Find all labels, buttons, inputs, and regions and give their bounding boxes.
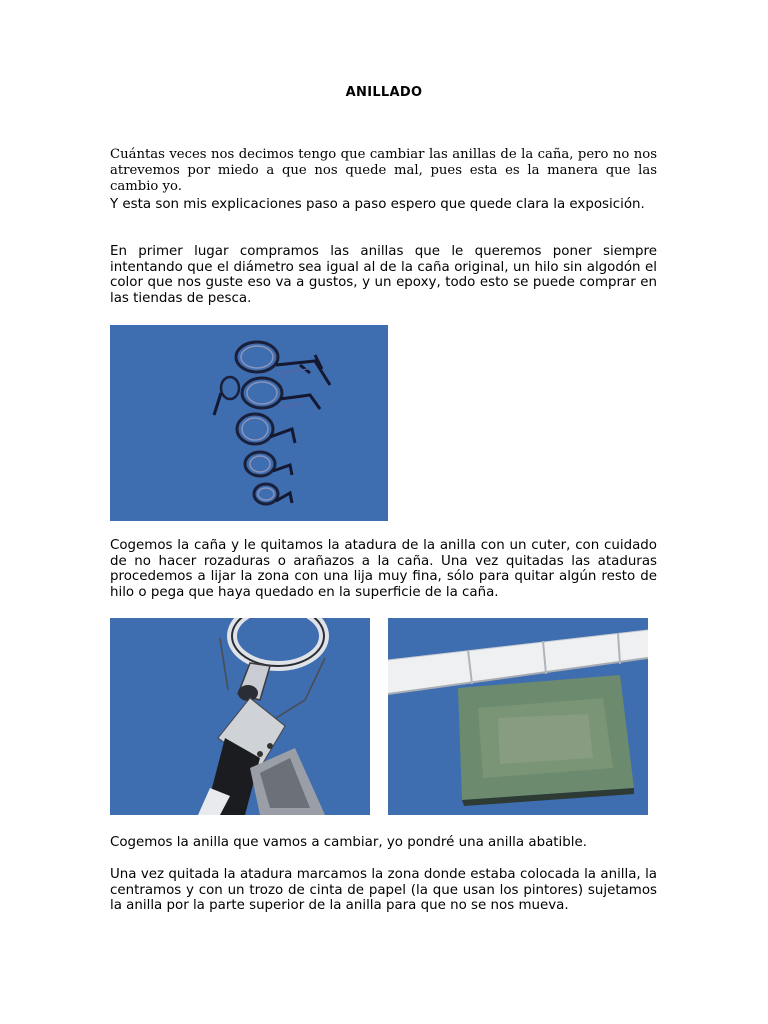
paragraph-remove-binding: Cogemos la caña y le quitamos la atadura de la anilla con un cuter, con cuidado de no hacer rozaduras o arañazos a la caña. Una vez quitadas las ataduras procedemos a lijar la zona con una lija muy fina, sólo para quitar algún resto de hilo o pega que haya quedado en la superficie de la caña. [110,538,657,600]
paragraph-new-guide: Cogemos la anilla que vamos a cambiar, yo pondré una anilla abatible. [110,835,587,850]
paragraph-mark-zone: Una vez quitada la atadura marcamos la zona donde estaba colocada la anilla, la centramos y con un trozo de cinta de papel (la que usan los pintores) sujetamos la anilla por la parte superior de la anilla para que no se nos mueva. [110,867,657,914]
paragraph-explanation: Y esta son mis explicaciones paso a paso espero que quede clara la exposición. [110,197,645,212]
paragraph-intro: Cuántas veces nos decimos tengo que cambiar las anillas de la caña, pero no nos atrevemos por miedo a que nos quede mal, pues esta es la manera que las cambio yo. [110,147,657,194]
photo-guide-rings [110,325,388,521]
document-title: ANILLADO [345,85,423,100]
photo-cutting-binding [110,618,370,815]
photo-sanding-rod [388,618,648,815]
paragraph-materials: En primer lugar compramos las anillas que le queremos poner siempre intentando que el diámetro sea igual al de la caña original, un hilo sin algodón el color que nos guste eso va a gustos, y un epoxy, todo esto se puede comprar en las tiendas de pesca. [110,244,657,306]
